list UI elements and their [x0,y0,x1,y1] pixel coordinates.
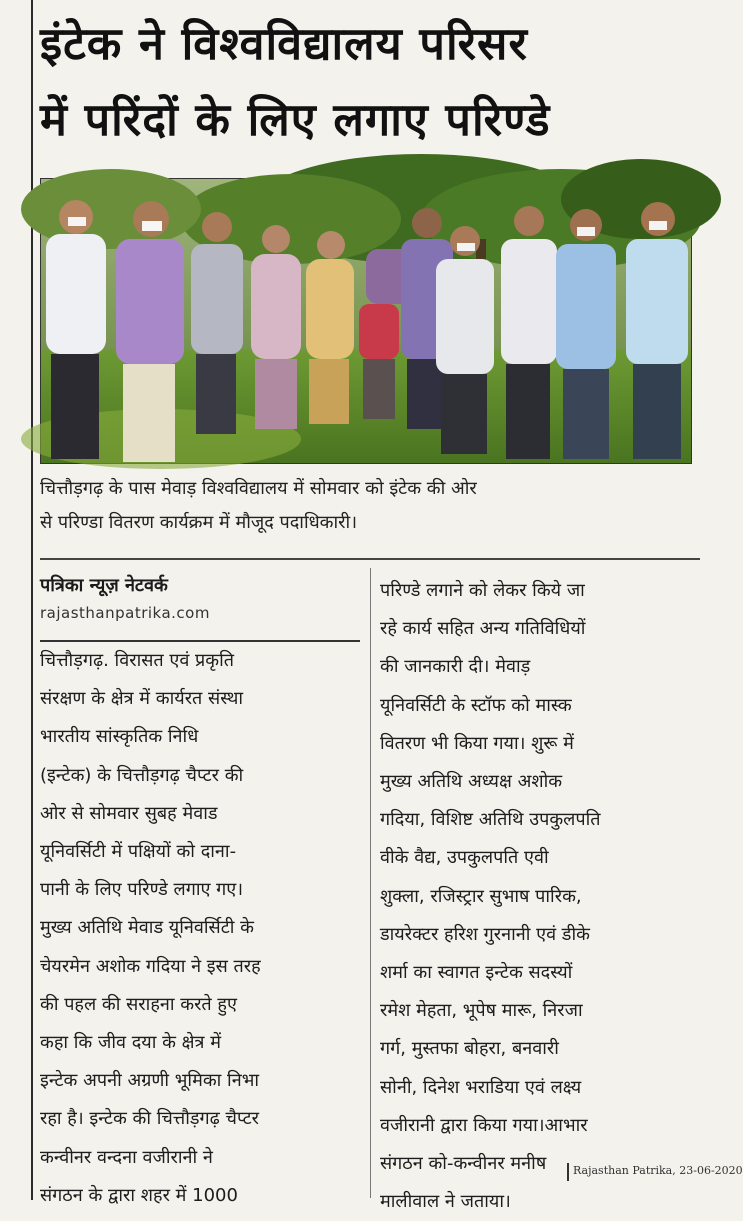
article-line: वीके वैद्य, उपकुलपति एवी [380,847,549,869]
article-line: रहा है। इन्टेक की चित्तौड़गढ़ चैप्टर [40,1108,260,1130]
article-line: मालीवाल ने जताया। [380,1191,511,1213]
article-line: चित्तौड़गढ़. विरासत एवं प्रकृति [40,650,235,671]
article-line: चेयरमेन अशोक गदिया ने इस तरह [40,955,261,977]
article-line: शर्मा का स्वागत इन्टेक सदस्यों [380,962,573,984]
source-credit: Rajasthan Patrika, 23-06-2020 [573,1164,743,1177]
photo-caption [40,472,700,540]
column-divider [370,568,371,1198]
article-line: यूनिवर्सिटी के स्टॉफ को मास्क [380,694,572,716]
left-column-rule [31,0,33,1200]
article-line: मुख्य अतिथि अध्यक्ष अशोक [380,771,563,793]
article-line: गर्ग, मुस्तफा बोहरा, बनवारी [380,1038,559,1060]
article-line: वितरण भी किया गया। शुरू में [380,732,574,754]
caption-divider [40,558,700,560]
article-line: परिण्डे लगाने को लेकर किये जा [380,580,585,601]
article-line: ओर से सोमवार सुबह मेवाड [40,802,218,824]
headline-line-1: इंटेक ने विश्वविद्यालय परिसर [40,17,528,70]
article-line: डायरेक्टर हरिश गुरनानी एवं डीके [380,923,590,945]
credit-separator [567,1163,569,1181]
article-line: संगठन के द्वारा शहर में 1000 [40,1184,238,1206]
article-line: रहे कार्य सहित अन्य गतिविधियों [380,618,586,640]
article-line: इन्टेक अपनी अग्रणी भूमिका निभा [40,1070,260,1092]
article-line: संगठन को-कन्वीनर मनीष [380,1153,547,1175]
article-line: भारतीय सांस्कृतिक निधि [40,726,199,748]
article-line: कन्वीनर वन्दना वजीरानी ने [40,1146,213,1168]
headline-line-2: में परिंदों के लिए लगाए परिण्डे [40,93,551,146]
article-line: (इन्टेक) के चित्तौड़गढ़ चैप्टर की [40,764,244,786]
headline [40,6,710,158]
article-line: की पहल की सराहना करते हुए [40,993,237,1015]
article-line: मुख्य अतिथि मेवाड यूनिवर्सिटी के [40,917,255,939]
article-line: पानी के लिए परिण्डे लगाए गए। [40,879,244,901]
news-photo [40,178,692,464]
article-line: की जानकारी दी। मेवाड़ [380,656,531,678]
article-line: शुक्ला, रजिस्ट्रार सुभाष पारिक, [380,885,582,907]
article-column-left [40,642,362,1215]
caption-line-1: चित्तौड़गढ़ के पास मेवाड़ विश्वविद्यालय में सोमवार को इंटेक की ओर [40,478,477,499]
article-line: रमेश मेहता, भूपेष मारू, निरजा [380,1000,583,1022]
byline-agency: पत्रिका न्यूज़ नेटवर्क [40,575,168,596]
article-line: सोनी, दिनेश भराडिया एवं लक्ष्य [380,1076,582,1098]
article-line: वजीरानी द्वारा किया गया।आभार [380,1114,588,1136]
byline [40,572,360,626]
group-photo-illustration [41,179,691,463]
article-line: संरक्षण के क्षेत्र में कार्यरत संस्था [40,688,244,710]
byline-website: rajasthanpatrika.com [40,604,210,622]
article-line: यूनिवर्सिटी में पक्षियों को दाना- [40,841,237,863]
article-line: गदिया, विशिष्ट अतिथि उपकुलपति [380,809,601,831]
caption-line-2: से परिण्डा वितरण कार्यक्रम में मौजूद पदाधिकारी। [40,512,358,533]
article-column-right [380,572,700,1221]
article-line: कहा कि जीव दया के क्षेत्र में [40,1032,221,1054]
